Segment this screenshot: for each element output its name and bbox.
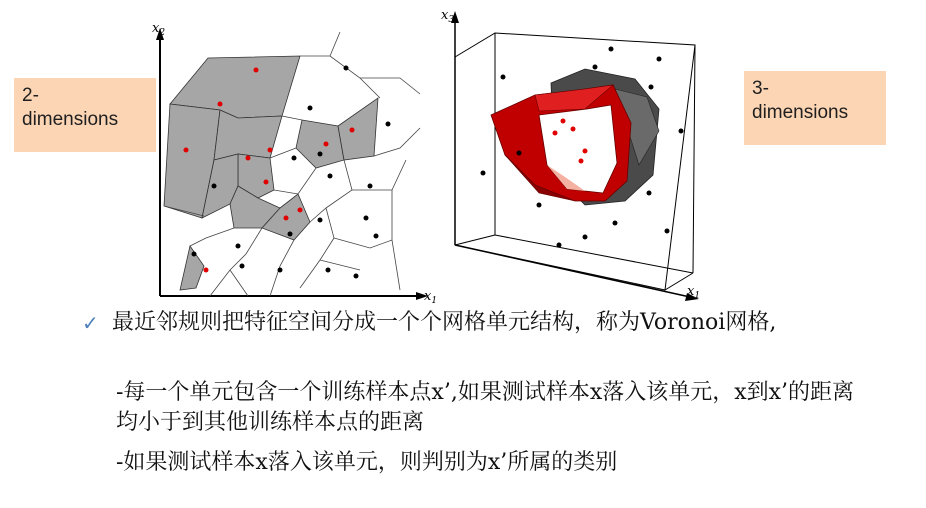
axis-x2-label: $x_2$: [152, 21, 166, 38]
voronoi-2d-diagram: [130, 8, 450, 308]
red-voronoi-cell: [491, 85, 631, 201]
line-cell-description: -每一个单元包含一个训练样本点x’,如果测试样本x落入该单元，x到x’的距离均小于到其他训练样本点的距离: [116, 380, 855, 435]
label-3d-text: 3- dimensions: [752, 78, 849, 123]
label-2d-text: 2- dimensions: [22, 85, 119, 130]
bullet-text: 最近邻规则把特征空间分成一个个网格单元结构，称为Voronoi网格,: [112, 310, 777, 335]
line-classification-rule: -如果测试样本x落入该单元，则判别为x’所属的类别: [116, 450, 618, 475]
label-3-dimensions: [744, 71, 886, 145]
check-icon: ✓: [82, 311, 99, 335]
axis-x1-label-3d: $x_1$: [687, 284, 701, 301]
axis-x3-label: $x_3$: [441, 8, 455, 25]
voronoi-3d-diagram: [435, 5, 735, 305]
axis-x1-label: $x_1$: [424, 289, 438, 306]
